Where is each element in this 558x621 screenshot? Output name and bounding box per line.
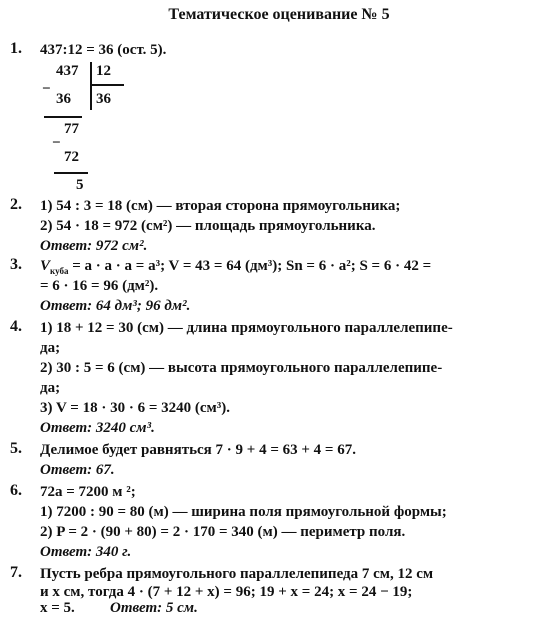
problem-number: 3.	[10, 256, 22, 273]
problem-number: 4.	[10, 318, 22, 335]
minus-sign: −	[42, 81, 51, 97]
problem-line: 437:12 = 36 (ост. 5).	[40, 42, 167, 58]
problem-line: = 6 · 16 = 96 (дм²).	[40, 278, 159, 294]
problem-line: и x см, тогда 4 · (7 + 12 + x) = 96; 19 + x = 24; x = 24 − 19;	[40, 584, 413, 600]
division-line	[54, 172, 88, 174]
formula-text: = a · a · a = a³; V = 43 = 64 (дм³); Sn = 6 · a²; S = 6 · 42 =	[72, 258, 432, 274]
divisor: 12	[96, 63, 111, 79]
problem-line: 1) 18 + 12 = 30 (см) — длина прямоугольного параллелепипе-	[40, 320, 453, 336]
minus-sign: −	[52, 135, 61, 151]
long-division	[40, 60, 160, 200]
problem-number: 6.	[10, 482, 22, 499]
subtrahend-2: 72	[64, 149, 79, 165]
problem-line: да;	[40, 340, 61, 356]
page-title: Тематическое оценивание № 5	[168, 6, 390, 23]
volume-symbol: V	[40, 258, 51, 274]
problem-line: Пусть ребра прямоугольного параллелепипеда 7 см, 12 см	[40, 566, 434, 582]
answer-line: Ответ: 340 г.	[40, 544, 132, 560]
problem-line: Делимое будет равняться 7 · 9 + 4 = 63 + 4 = 67.	[40, 442, 356, 458]
problem-number: 5.	[10, 440, 22, 457]
problem-line: 1) 7200 : 90 = 80 (м) — ширина поля прямоугольной формы;	[40, 504, 447, 520]
problem-line	[40, 256, 431, 276]
quotient: 36	[96, 91, 111, 107]
answer-line: Ответ: 3240 см³.	[40, 420, 155, 436]
final-remainder: 5	[76, 177, 84, 193]
divisor-line	[90, 84, 124, 86]
volume-subscript: куба	[50, 266, 69, 276]
problem-line: 72a = 7200 м ²;	[40, 484, 136, 500]
answer-line: Ответ: 972 см².	[40, 238, 148, 254]
problem-line: 1) 54 : 3 = 18 (см) — вторая сторона прямоугольника;	[40, 198, 401, 214]
problem-line: да;	[40, 380, 61, 396]
problem-line: 3) V = 18 · 30 · 6 = 3240 (см³).	[40, 400, 230, 416]
problem-line: 2) 30 : 5 = 6 (см) — высота прямоугольного параллелепипе-	[40, 360, 443, 376]
answer-line: Ответ: 67.	[40, 462, 115, 478]
problem-number: 2.	[10, 196, 22, 213]
dividend: 437	[56, 63, 79, 79]
problem-line: x = 5.	[40, 600, 75, 616]
problem-number: 1.	[10, 40, 22, 57]
problem-line: 2) P = 2 · (90 + 80) = 2 · 170 = 340 (м) — периметр поля.	[40, 524, 406, 540]
remainder-1: 77	[64, 121, 79, 137]
problem-line: 2) 54 · 18 = 972 (см²) — площадь прямоугольника.	[40, 218, 376, 234]
answer-line: Ответ: 5 см.	[110, 600, 198, 616]
answer-line: Ответ: 64 дм³; 96 дм².	[40, 298, 191, 314]
division-bar	[90, 62, 92, 110]
problem-number: 7.	[10, 564, 22, 581]
subtrahend-1: 36	[56, 91, 71, 107]
division-line	[44, 116, 82, 118]
